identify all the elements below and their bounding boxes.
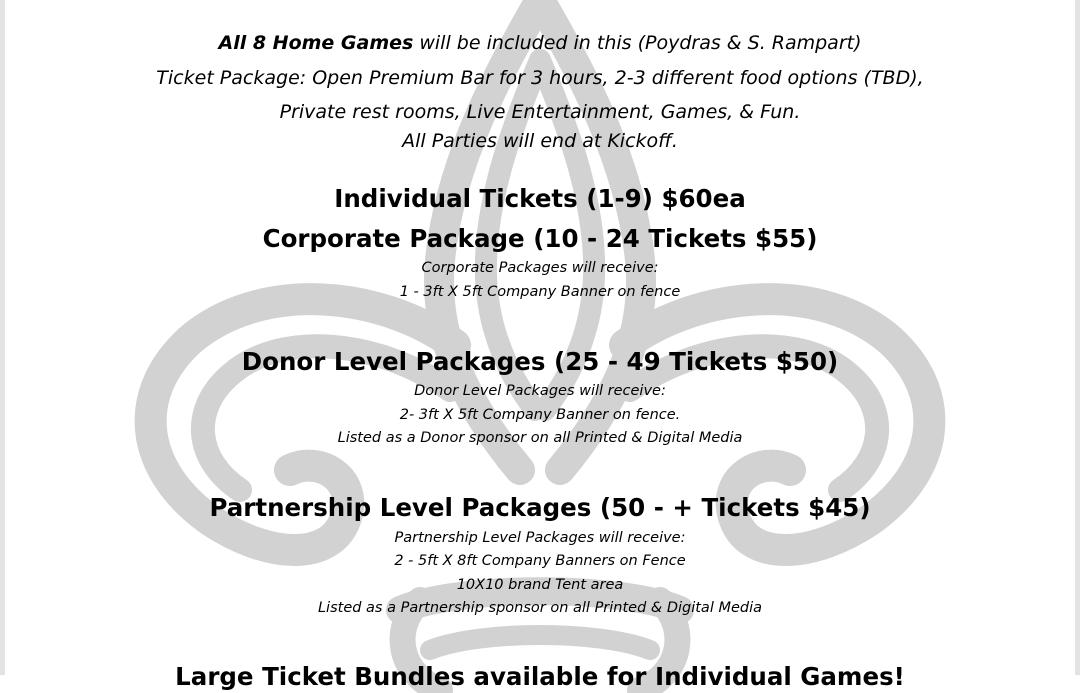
- individual-tickets-heading: Individual Tickets (1-9) $60ea: [334, 184, 746, 213]
- partnership-detail-line: 10X10 brand Tent area: [456, 577, 624, 593]
- partnership-detail-line: Partnership Level Packages will receive:: [394, 530, 686, 546]
- intro-line-1-rest: will be included in this (Poydras & S. Rampart): [413, 32, 862, 54]
- donor-detail-line: 2- 3ft X 5ft Company Banner on fence.: [399, 407, 681, 423]
- corporate-detail-line: 1 - 3ft X 5ft Company Banner on fence: [399, 284, 681, 300]
- partnership-level-heading: Partnership Level Packages (50 - + Tickets $45): [209, 493, 871, 522]
- intro-line-1: [0, 30, 1080, 56]
- intro-line-3: Private rest rooms, Live Entertainment, Games, & Fun.: [279, 101, 801, 123]
- intro-bold-lead: All 8 Home Games: [218, 32, 414, 54]
- donor-detail-line: Donor Level Packages will receive:: [414, 383, 666, 399]
- partnership-detail-line: 2 - 5ft X 8ft Company Banners on Fence: [394, 553, 686, 569]
- partnership-detail-line: Listed as a Partnership sponsor on all Printed & Digital Media: [317, 600, 763, 616]
- donor-level-heading: Donor Level Packages (25 - 49 Tickets $50): [241, 347, 839, 376]
- corporate-detail-line: Corporate Packages will receive:: [421, 260, 659, 276]
- intro-line-4: All Parties will end at Kickoff.: [402, 130, 678, 152]
- donor-detail-line: Listed as a Donor sponsor on all Printed & Digital Media: [337, 430, 743, 446]
- intro-line-2: Ticket Package: Open Premium Bar for 3 hours, 2-3 different food options (TBD),: [156, 67, 924, 89]
- ticket-bundles-heading: Large Ticket Bundles available for Individual Games!: [175, 662, 905, 691]
- corporate-package-heading: Corporate Package (10 - 24 Tickets $55): [262, 224, 818, 253]
